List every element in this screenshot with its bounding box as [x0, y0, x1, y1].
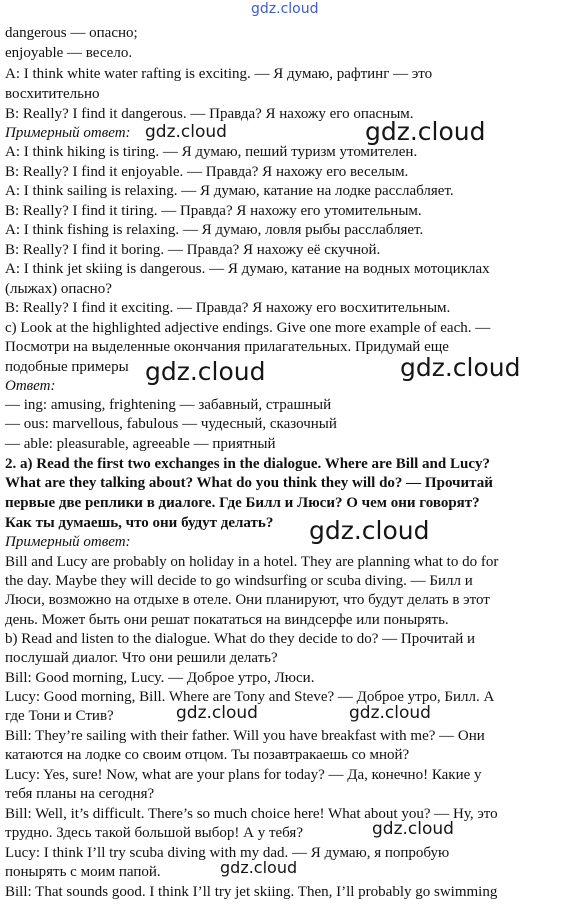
text-line: c) Look at the highlighted adjective endings. Give one more example of each. —: [5, 320, 491, 336]
watermark-top: gdz.cloud: [251, 1, 319, 17]
text-line: восхитительно: [5, 86, 100, 102]
text-line: Lucy: I think I’ll try scuba diving with my dad. — Я думаю, я попробую: [5, 845, 450, 861]
sample-answer-label: Примерный ответ:: [5, 534, 131, 550]
watermark: gdz.cloud: [176, 703, 258, 723]
text-line: послушай диалог. Что они решили делать?: [5, 650, 278, 666]
watermark: gdz.cloud: [145, 357, 266, 386]
exercise-heading: 2. a) Read the first two exchanges in the dialogue. Where are Bill and Lucy?: [5, 456, 490, 472]
text-line: день. Может быть они решат покататься на виндсерфе или понырять.: [5, 612, 449, 628]
text-line: A: I think jet skiing is dangerous. — Я думаю, катание на водных мотоциклах: [5, 261, 490, 277]
text-line: — able: pleasurable, agreeable — приятный: [5, 436, 276, 452]
text-line: Lucy: Good morning, Bill. Where are Tony and Steve? — Доброе утро, Билл. А: [5, 689, 495, 705]
text-line: B: Really? I find it boring. — Правда? Я нахожу её скучной.: [5, 242, 381, 258]
text-line: Bill: Good morning, Lucy. — Доброе утро, Люси.: [5, 670, 315, 686]
answer-label: Ответ:: [5, 378, 56, 394]
text-line: A: I think fishing is relaxing. — Я думаю, ловля рыбы расслабляет.: [5, 222, 424, 238]
text-line: A: I think sailing is relaxing. — Я думаю, катание на лодке расслабляет.: [5, 183, 454, 199]
text-line: где Тони и Стив?: [5, 708, 114, 724]
text-line: A: I think hiking is tiring. — Я думаю, пеший туризм утомителен.: [5, 144, 418, 160]
text-line: тебя планы на сегодня?: [5, 786, 155, 802]
sample-answer-label: Примерный ответ:: [5, 125, 131, 141]
text-line: B: Really? I find it dangerous. — Правда? Я нахожу его опасным.: [5, 106, 414, 122]
watermark: gdz.cloud: [349, 703, 431, 723]
text-line: Bill: That sounds good. I think I’ll try jet skiing. Then, I’ll probably go swimming: [5, 884, 498, 900]
text-line: b) Read and listen to the dialogue. What do they decide to do? — Прочитай и: [5, 631, 476, 647]
text-line: Lucy: Yes, sure! Now, what are your plans for today? — Да, конечно! Какие у: [5, 767, 482, 783]
text-line: B: Really? I find it tiring. — Правда? Я нахожу его утомительным.: [5, 203, 422, 219]
text-line: the day. Maybe they will decide to go windsurfing or scuba diving. — Билл и: [5, 573, 473, 589]
text-line: катаются на лодке со своим отцом. Ты позавтракаешь со мной?: [5, 747, 410, 763]
text-line: — ous: marvellous, fabulous — чудесный, сказочный: [5, 416, 337, 432]
text-line: трудно. Здесь такой большой выбор! А у тебя?: [5, 825, 303, 841]
exercise-heading: Как ты думаешь, что они будут делать?: [5, 515, 274, 531]
text-line: — ing: amusing, frightening — забавный, страшный: [5, 397, 332, 413]
text-line: Bill and Lucy are probably on holiday in a hotel. They are planning what to do for: [5, 554, 499, 570]
text-line: dangerous — опасно;: [5, 25, 138, 41]
exercise-heading: первые две реплики в диалоге. Где Билл и Люси? О чем они говорят?: [5, 495, 480, 511]
text-line: B: Really? I find it exciting. — Правда? Я нахожу его восхитительным.: [5, 300, 451, 316]
text-line: Bill: Well, it’s difficult. There’s so much choice here! What about you? — Ну, это: [5, 806, 498, 822]
text-line: Люси, возможно на отдыхе в отеле. Они планируют, что будут делать в этот: [5, 592, 490, 608]
text-line: B: Really? I find it enjoyable. — Правда? Я нахожу его веселым.: [5, 164, 409, 180]
text-line: A: I think white water rafting is exciting. — Я думаю, рафтинг — это: [5, 66, 433, 82]
exercise-heading: What are they talking about? What do you think they will do? — Прочитай: [5, 475, 493, 491]
watermark: gdz.cloud: [145, 122, 227, 142]
watermark: gdz.cloud: [365, 117, 486, 146]
text-line: подобные примеры: [5, 359, 129, 375]
text-line: Посмотри на выделенные окончания прилагательных. Придумай еще: [5, 339, 449, 355]
text-line: enjoyable — весело.: [5, 45, 133, 61]
watermark: gdz.cloud: [400, 353, 521, 382]
watermark: gdz.cloud: [220, 858, 298, 877]
text-line: (лыжах) опасно?: [5, 281, 112, 297]
watermark: gdz.cloud: [309, 516, 430, 545]
text-line: Bill: They’re sailing with their father. Will you have breakfast with me? — Они: [5, 728, 485, 744]
watermark: gdz.cloud: [372, 819, 454, 839]
text-line: понырять с моим папой.: [5, 864, 161, 880]
